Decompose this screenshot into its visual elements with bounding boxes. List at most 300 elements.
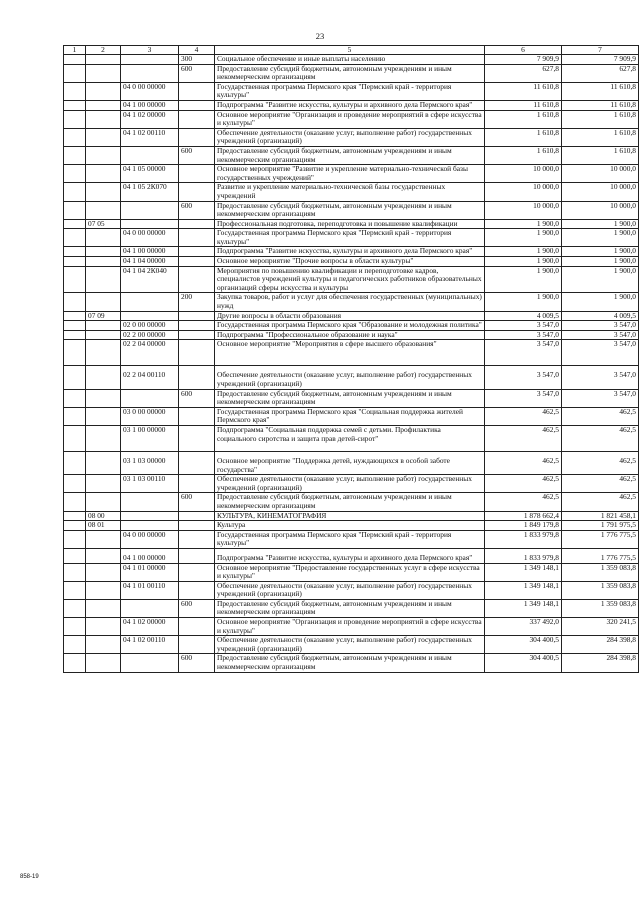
table-row (64, 321, 639, 331)
cell-col1 (64, 389, 86, 407)
cell-name: Основное мероприятие "Прочие вопросы в области культуры" (215, 257, 485, 267)
cell-section-code (86, 425, 121, 451)
cell-expense-type (179, 311, 215, 321)
cell-section-code (86, 266, 121, 293)
cell-amount-year1: 11 610,8 (485, 100, 562, 110)
cell-amount-year2: 462,5 (562, 475, 639, 493)
cell-section-code (86, 618, 121, 636)
cell-col1 (64, 530, 86, 548)
table-row (64, 618, 639, 636)
cell-target-article: 04 1 01 00110 (121, 581, 179, 599)
cell-section-code (86, 581, 121, 599)
cell-col1 (64, 183, 86, 201)
cell-amount-year2: 10 000,0 (562, 201, 639, 219)
cell-name: Основное мероприятие "Развитие и укрепление материально-технической базы государственных учреждений" (215, 165, 485, 183)
cell-amount-year1: 1 610,8 (485, 146, 562, 164)
cell-col1 (64, 548, 86, 563)
cell-target-article: 04 1 02 00000 (121, 110, 179, 128)
cell-amount-year1: 10 000,0 (485, 183, 562, 201)
cell-target-article: 04 1 02 00110 (121, 128, 179, 146)
cell-section-code (86, 257, 121, 267)
cell-expense-type (179, 511, 215, 521)
cell-col1 (64, 146, 86, 164)
cell-section-code (86, 389, 121, 407)
cell-col1 (64, 563, 86, 581)
cell-col1 (64, 293, 86, 311)
cell-name: Предоставление субсидий бюджетным, автономным учреждениям и иным некоммерческим организациям (215, 654, 485, 672)
cell-target-article (121, 493, 179, 511)
table-row (64, 330, 639, 340)
table-row (64, 219, 639, 229)
cell-col1 (64, 581, 86, 599)
cell-name: Обеспечение деятельности (оказание услуг, выполнение работ) государственных учреждений (организаций) (215, 366, 485, 389)
cell-target-article: 04 1 00 00000 (121, 247, 179, 257)
cell-expense-type (179, 110, 215, 128)
cell-expense-type (179, 321, 215, 331)
cell-expense-type (179, 183, 215, 201)
cell-amount-year2: 3 547,0 (562, 340, 639, 366)
cell-target-article (121, 311, 179, 321)
table-row (64, 340, 639, 366)
cell-col1 (64, 257, 86, 267)
cell-amount-year2: 1 900,0 (562, 219, 639, 229)
cell-name: Социальное обеспечение и иные выплаты населению (215, 55, 485, 65)
cell-col1 (64, 55, 86, 65)
column-header-1: 1 (64, 46, 86, 55)
cell-expense-type (179, 618, 215, 636)
cell-col1 (64, 340, 86, 366)
cell-name: Подпрограмма "Социальная поддержка семей с детьми. Профилактика социального сиротства и защита прав детей-сирот" (215, 425, 485, 451)
table-row (64, 257, 639, 267)
cell-section-code: 08 01 (86, 521, 121, 531)
cell-expense-type (179, 330, 215, 340)
cell-amount-year2: 1 359 083,8 (562, 581, 639, 599)
cell-amount-year2: 1 610,8 (562, 110, 639, 128)
cell-col1 (64, 636, 86, 654)
cell-name: Предоставление субсидий бюджетным, автономным учреждениям и иным некоммерческим организациям (215, 146, 485, 164)
cell-expense-type (179, 128, 215, 146)
column-header-4: 4 (179, 46, 215, 55)
cell-col1 (64, 266, 86, 293)
footer-code: 858-19 (20, 874, 39, 880)
cell-expense-type: 600 (179, 493, 215, 511)
table-row (64, 293, 639, 311)
table-body (64, 55, 639, 673)
cell-amount-year1: 627,8 (485, 64, 562, 82)
cell-name: Государственная программа Пермского края "Пермский край - территория культуры" (215, 82, 485, 100)
cell-col1 (64, 100, 86, 110)
cell-target-article: 03 0 00 00000 (121, 407, 179, 425)
cell-amount-year1: 1 610,8 (485, 110, 562, 128)
cell-target-article: 02 2 04 00000 (121, 340, 179, 366)
cell-target-article: 02 2 00 00000 (121, 330, 179, 340)
cell-name: Предоставление субсидий бюджетным, автономным учреждениям и иным некоммерческим организациям (215, 201, 485, 219)
cell-col1 (64, 110, 86, 128)
column-header-3: 3 (121, 46, 179, 55)
cell-amount-year2: 3 547,0 (562, 321, 639, 331)
table-row (64, 366, 639, 389)
cell-amount-year2: 10 000,0 (562, 183, 639, 201)
cell-name: Профессиональная подготовка, переподготовка и повышение квалификации (215, 219, 485, 229)
cell-amount-year1: 7 909,9 (485, 55, 562, 65)
cell-target-article: 04 1 01 00000 (121, 563, 179, 581)
cell-expense-type (179, 521, 215, 531)
cell-name: Подпрограмма "Профессиональное образование и наука" (215, 330, 485, 340)
cell-name: Закупка товаров, работ и услуг для обеспечения государственных (муниципальных) нужд (215, 293, 485, 311)
cell-amount-year1: 3 547,0 (485, 330, 562, 340)
table-row (64, 407, 639, 425)
cell-expense-type (179, 475, 215, 493)
cell-amount-year1: 1 900,0 (485, 293, 562, 311)
cell-target-article (121, 201, 179, 219)
table-row (64, 110, 639, 128)
cell-expense-type (179, 530, 215, 548)
cell-amount-year1: 4 009,5 (485, 311, 562, 321)
cell-section-code (86, 451, 121, 474)
cell-amount-year1: 462,5 (485, 475, 562, 493)
cell-section-code (86, 636, 121, 654)
cell-expense-type (179, 636, 215, 654)
cell-amount-year1: 10 000,0 (485, 201, 562, 219)
cell-section-code (86, 293, 121, 311)
cell-target-article: 04 1 05 2К070 (121, 183, 179, 201)
cell-name: Развитие и укрепление материально-технической базы государственных учреждений (215, 183, 485, 201)
table-row (64, 247, 639, 257)
cell-amount-year1: 1 900,0 (485, 247, 562, 257)
table-row (64, 389, 639, 407)
cell-amount-year1: 1 878 662,4 (485, 511, 562, 521)
cell-section-code (86, 493, 121, 511)
table-row (64, 165, 639, 183)
cell-amount-year1: 1 610,8 (485, 128, 562, 146)
table-row (64, 146, 639, 164)
cell-amount-year1: 462,5 (485, 451, 562, 474)
table-row (64, 548, 639, 563)
cell-expense-type (179, 247, 215, 257)
cell-section-code (86, 146, 121, 164)
cell-amount-year2: 1 610,8 (562, 128, 639, 146)
cell-target-article: 04 0 00 00000 (121, 530, 179, 548)
cell-col1 (64, 201, 86, 219)
cell-amount-year2: 320 241,5 (562, 618, 639, 636)
cell-amount-year2: 627,8 (562, 64, 639, 82)
cell-section-code (86, 165, 121, 183)
cell-amount-year2: 1 900,0 (562, 247, 639, 257)
cell-target-article: 04 1 04 00000 (121, 257, 179, 267)
cell-name: Обеспечение деятельности (оказание услуг, выполнение работ) государственных учреждений (организаций) (215, 636, 485, 654)
cell-col1 (64, 219, 86, 229)
cell-amount-year1: 1 349 148,1 (485, 563, 562, 581)
cell-section-code (86, 183, 121, 201)
table-row (64, 64, 639, 82)
cell-amount-year2: 462,5 (562, 425, 639, 451)
cell-col1 (64, 407, 86, 425)
cell-amount-year2: 10 000,0 (562, 165, 639, 183)
cell-amount-year2: 462,5 (562, 407, 639, 425)
cell-section-code (86, 407, 121, 425)
cell-section-code (86, 82, 121, 100)
cell-amount-year2: 1 610,8 (562, 146, 639, 164)
cell-target-article: 04 1 04 2К040 (121, 266, 179, 293)
cell-target-article: 03 1 00 00000 (121, 425, 179, 451)
cell-expense-type (179, 266, 215, 293)
cell-name: Основное мероприятие "Организация и проведение мероприятий в сфере искусства и культуры" (215, 110, 485, 128)
cell-amount-year2: 284 398,8 (562, 654, 639, 672)
cell-expense-type (179, 100, 215, 110)
cell-amount-year2: 11 610,8 (562, 82, 639, 100)
cell-col1 (64, 321, 86, 331)
cell-amount-year2: 1 900,0 (562, 266, 639, 293)
cell-col1 (64, 493, 86, 511)
table-row (64, 128, 639, 146)
cell-target-article: 04 1 00 00000 (121, 548, 179, 563)
cell-amount-year1: 1 833 979,8 (485, 530, 562, 548)
cell-section-code (86, 530, 121, 548)
cell-target-article (121, 55, 179, 65)
column-header-2: 2 (86, 46, 121, 55)
cell-section-code (86, 247, 121, 257)
cell-section-code (86, 321, 121, 331)
cell-expense-type: 300 (179, 55, 215, 65)
cell-amount-year1: 3 547,0 (485, 366, 562, 389)
cell-section-code (86, 330, 121, 340)
cell-amount-year2: 1 900,0 (562, 229, 639, 247)
table-row (64, 425, 639, 451)
cell-section-code: 08 00 (86, 511, 121, 521)
cell-target-article: 02 0 00 00000 (121, 321, 179, 331)
cell-col1 (64, 311, 86, 321)
cell-expense-type: 600 (179, 146, 215, 164)
cell-expense-type: 600 (179, 599, 215, 617)
cell-name: Подпрограмма "Развитие искусства, культуры и архивного дела Пермского края" (215, 247, 485, 257)
cell-expense-type (179, 548, 215, 563)
cell-target-article (121, 64, 179, 82)
cell-amount-year1: 462,5 (485, 407, 562, 425)
cell-name: Основное мероприятие "Организация и проведение мероприятий в сфере искусства и культуры" (215, 618, 485, 636)
cell-amount-year2: 1 821 458,1 (562, 511, 639, 521)
cell-amount-year1: 1 900,0 (485, 219, 562, 229)
cell-section-code (86, 366, 121, 389)
cell-amount-year2: 3 547,0 (562, 389, 639, 407)
cell-expense-type (179, 563, 215, 581)
cell-target-article (121, 219, 179, 229)
cell-target-article (121, 389, 179, 407)
cell-target-article (121, 521, 179, 531)
cell-col1 (64, 165, 86, 183)
cell-col1 (64, 82, 86, 100)
table-row (64, 266, 639, 293)
table-row (64, 654, 639, 672)
cell-amount-year1: 3 547,0 (485, 321, 562, 331)
table-row (64, 55, 639, 65)
column-header-7: 7 (562, 46, 639, 55)
cell-expense-type (179, 451, 215, 474)
cell-section-code (86, 201, 121, 219)
cell-amount-year2: 4 009,5 (562, 311, 639, 321)
cell-amount-year2: 462,5 (562, 451, 639, 474)
table-row (64, 183, 639, 201)
cell-expense-type: 600 (179, 64, 215, 82)
cell-expense-type (179, 219, 215, 229)
cell-expense-type (179, 581, 215, 599)
cell-amount-year1: 1 900,0 (485, 229, 562, 247)
cell-target-article: 02 2 04 00110 (121, 366, 179, 389)
cell-amount-year1: 1 900,0 (485, 257, 562, 267)
header-row (64, 46, 639, 55)
cell-name: Обеспечение деятельности (оказание услуг, выполнение работ) государственных учреждений (организаций) (215, 581, 485, 599)
cell-amount-year1: 11 610,8 (485, 82, 562, 100)
table-row (64, 475, 639, 493)
cell-name: Государственная программа Пермского края "Социальная поддержка жителей Пермского края" (215, 407, 485, 425)
cell-amount-year1: 304 400,5 (485, 654, 562, 672)
cell-name: Обеспечение деятельности (оказание услуг, выполнение работ) государственных учреждений (организаций) (215, 128, 485, 146)
cell-name: КУЛЬТУРА, КИНЕМАТОГРАФИЯ (215, 511, 485, 521)
cell-expense-type (179, 229, 215, 247)
cell-section-code (86, 55, 121, 65)
cell-target-article (121, 511, 179, 521)
cell-target-article: 03 1 03 00000 (121, 451, 179, 474)
cell-target-article: 04 0 00 00000 (121, 229, 179, 247)
cell-section-code (86, 128, 121, 146)
cell-name: Основное мероприятие "Поддержка детей, нуждающихся в особой заботе государства" (215, 451, 485, 474)
table-row (64, 521, 639, 531)
table-row (64, 100, 639, 110)
table-row (64, 581, 639, 599)
cell-section-code (86, 229, 121, 247)
table-header (64, 46, 639, 55)
cell-amount-year1: 1 349 148,1 (485, 581, 562, 599)
cell-col1 (64, 511, 86, 521)
cell-amount-year2: 1 900,0 (562, 293, 639, 311)
cell-amount-year1: 337 492,0 (485, 618, 562, 636)
cell-col1 (64, 475, 86, 493)
budget-table (63, 45, 639, 673)
cell-col1 (64, 425, 86, 451)
cell-section-code (86, 548, 121, 563)
cell-amount-year1: 1 900,0 (485, 266, 562, 293)
cell-amount-year1: 10 000,0 (485, 165, 562, 183)
cell-expense-type (179, 340, 215, 366)
table-row (64, 82, 639, 100)
table-row (64, 229, 639, 247)
cell-col1 (64, 451, 86, 474)
cell-col1 (64, 618, 86, 636)
cell-col1 (64, 330, 86, 340)
table-row (64, 493, 639, 511)
cell-col1 (64, 366, 86, 389)
cell-col1 (64, 654, 86, 672)
cell-amount-year2: 462,5 (562, 493, 639, 511)
table-row (64, 530, 639, 548)
column-header-5: 5 (215, 46, 485, 55)
cell-section-code (86, 599, 121, 617)
cell-name: Подпрограмма "Развитие искусства, культуры и архивного дела Пермского края" (215, 100, 485, 110)
cell-section-code (86, 654, 121, 672)
cell-target-article: 03 1 03 00110 (121, 475, 179, 493)
cell-target-article: 04 1 02 00110 (121, 636, 179, 654)
cell-amount-year2: 1 776 775,5 (562, 548, 639, 563)
cell-name: Другие вопросы в области образования (215, 311, 485, 321)
cell-expense-type (179, 366, 215, 389)
cell-expense-type: 200 (179, 293, 215, 311)
cell-name: Предоставление субсидий бюджетным, автономным учреждениям и иным некоммерческим организациям (215, 599, 485, 617)
cell-expense-type (179, 165, 215, 183)
cell-name: Основное мероприятие "Мероприятия в сфере высшего образования" (215, 340, 485, 366)
cell-col1 (64, 128, 86, 146)
cell-amount-year1: 462,5 (485, 425, 562, 451)
cell-amount-year1: 1 833 979,8 (485, 548, 562, 563)
cell-section-code (86, 100, 121, 110)
cell-section-code (86, 563, 121, 581)
cell-name: Культура (215, 521, 485, 531)
page-number: 23 (315, 31, 325, 41)
cell-amount-year2: 1 776 775,5 (562, 530, 639, 548)
cell-target-article (121, 599, 179, 617)
cell-col1 (64, 229, 86, 247)
cell-target-article (121, 146, 179, 164)
cell-expense-type (179, 82, 215, 100)
cell-col1 (64, 521, 86, 531)
cell-section-code: 07 05 (86, 219, 121, 229)
cell-amount-year1: 1 849 179,8 (485, 521, 562, 531)
cell-target-article (121, 654, 179, 672)
cell-expense-type (179, 407, 215, 425)
cell-amount-year2: 3 547,0 (562, 330, 639, 340)
cell-amount-year1: 3 547,0 (485, 389, 562, 407)
cell-section-code (86, 475, 121, 493)
cell-section-code: 07 09 (86, 311, 121, 321)
cell-amount-year2: 284 398,8 (562, 636, 639, 654)
cell-amount-year1: 462,5 (485, 493, 562, 511)
cell-section-code (86, 64, 121, 82)
cell-expense-type: 600 (179, 389, 215, 407)
cell-name: Основное мероприятие "Предоставление государственных услуг в сфере искусства и культуры" (215, 563, 485, 581)
cell-expense-type: 600 (179, 654, 215, 672)
cell-amount-year2: 11 610,8 (562, 100, 639, 110)
cell-expense-type: 600 (179, 201, 215, 219)
table-row (64, 599, 639, 617)
cell-amount-year2: 7 909,9 (562, 55, 639, 65)
cell-amount-year2: 1 900,0 (562, 257, 639, 267)
cell-name: Мероприятия по повышению квалификации и переподготовке кадров, специалистов учреждений культуры и педагогических работников образовательных организаций сферы искусства и культуры (215, 266, 485, 293)
cell-amount-year1: 3 547,0 (485, 340, 562, 366)
cell-target-article: 04 1 02 00000 (121, 618, 179, 636)
table-row (64, 451, 639, 474)
cell-amount-year1: 1 349 148,1 (485, 599, 562, 617)
cell-amount-year2: 1 791 975,5 (562, 521, 639, 531)
cell-col1 (64, 599, 86, 617)
cell-name: Государственная программа Пермского края "Пермский край - территория культуры" (215, 530, 485, 548)
cell-amount-year2: 1 359 083,8 (562, 563, 639, 581)
cell-col1 (64, 247, 86, 257)
cell-section-code (86, 340, 121, 366)
table-row (64, 311, 639, 321)
cell-target-article: 04 0 00 00000 (121, 82, 179, 100)
cell-section-code (86, 110, 121, 128)
cell-amount-year2: 1 359 083,8 (562, 599, 639, 617)
cell-target-article: 04 1 05 00000 (121, 165, 179, 183)
cell-name: Предоставление субсидий бюджетным, автономным учреждениям и иным некоммерческим организациям (215, 64, 485, 82)
table-row (64, 636, 639, 654)
cell-name: Подпрограмма "Развитие искусства, культуры и архивного дела Пермского края" (215, 548, 485, 563)
table-row (64, 511, 639, 521)
table-row (64, 201, 639, 219)
cell-name: Обеспечение деятельности (оказание услуг, выполнение работ) государственных учреждений (организаций) (215, 475, 485, 493)
cell-name: Государственная программа Пермского края "Пермский край - территория культуры" (215, 229, 485, 247)
cell-col1 (64, 64, 86, 82)
cell-expense-type (179, 425, 215, 451)
table-row (64, 563, 639, 581)
